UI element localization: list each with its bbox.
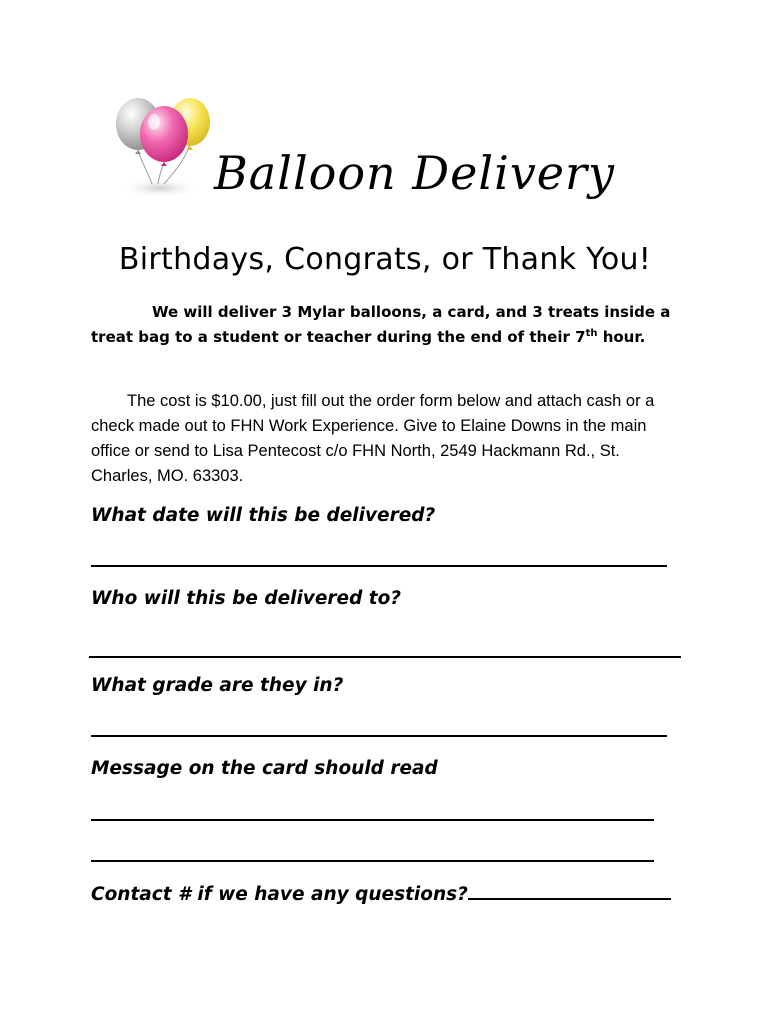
cost-paragraph: The cost is $10.00, just fill out the order form below and attach cash or a check made out to FHN Work Experience. Give to Elaine Downs in the main office or send to Lisa Pentecost c/o FHN North, 2549 Hackmann Rd., St. Charles, MO. 63303.	[91, 392, 655, 485]
message-question-label: Message on the card should read	[91, 758, 438, 779]
grade-answer-line[interactable]	[91, 735, 667, 737]
intro-superscript: th	[585, 328, 598, 339]
grade-question-label: What grade are they in?	[91, 675, 344, 696]
contact-question-label: Contact # if we have any questions?	[91, 884, 468, 905]
page-title: Balloon Delivery	[214, 146, 616, 200]
date-question-label: What date will this be delivered?	[91, 505, 436, 526]
intro-text: We will deliver 3 Mylar balloons, a card, and 3 treats inside a treat bag to a student or teacher during the end of their 7	[91, 303, 671, 346]
message-answer-line-1[interactable]	[91, 819, 654, 821]
recipient-answer-line[interactable]	[89, 656, 681, 658]
recipient-question-label: Who will this be delivered to?	[91, 588, 402, 609]
page-subtitle: Birthdays, Congrats, or Thank You!	[118, 242, 652, 277]
message-answer-line-2[interactable]	[91, 860, 654, 862]
intro-text-end: hour.	[597, 328, 646, 346]
contact-answer-line[interactable]	[468, 882, 671, 900]
date-answer-line[interactable]	[91, 565, 667, 567]
intro-paragraph	[91, 300, 691, 350]
balloons-icon	[108, 92, 218, 202]
contact-question-row	[91, 882, 671, 905]
